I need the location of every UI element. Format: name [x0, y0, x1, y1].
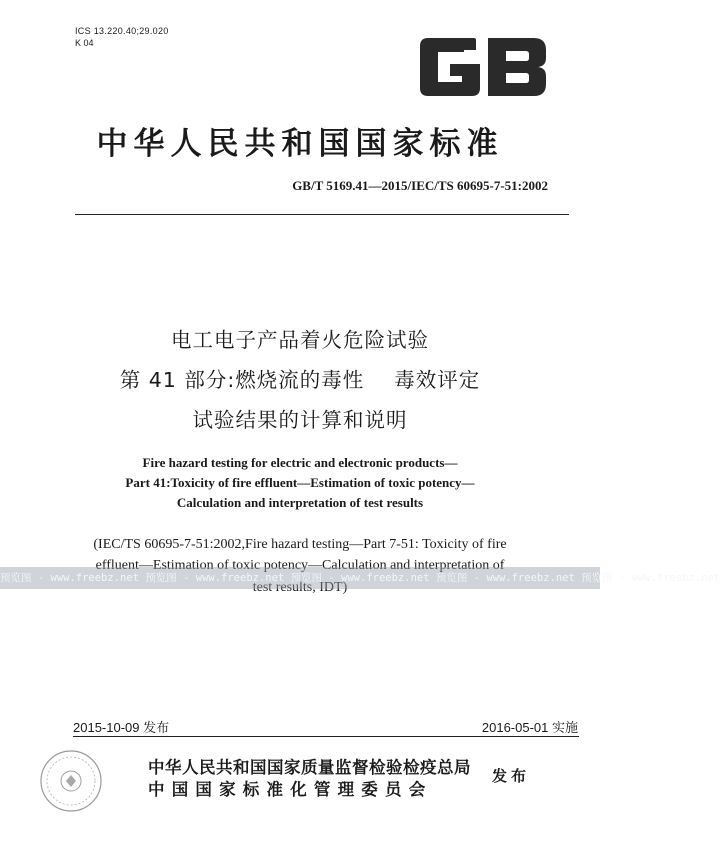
national-standard-title: 中华人民共和国国家标准: [96, 126, 504, 162]
chinese-title-line-2: 第 41 部分:燃烧流的毒性 毒效评定: [119, 368, 481, 392]
english-title-line-1: Fire hazard testing for electric and electronic products—: [142, 455, 458, 470]
classification-code: K 04: [75, 38, 94, 48]
chinese-title-line-3: 试验结果的计算和说明: [192, 408, 408, 432]
iec-reference-line-3: test results, IDT): [252, 580, 348, 595]
preview-watermark-banner: 预览图 - www.freebz.net 预览图 - www.freebz.net 预览图 - www.freebz.net 预览图 - www.freebz.net 预览图 - www.freebz.net: [0, 567, 600, 589]
issuer-line-2: 中国国家标准化管理委员会: [148, 780, 433, 799]
publish-label: 发布: [492, 767, 531, 785]
iec-reference-line-1: (IEC/TS 60695-7-51:2002,Fire hazard testing—Part 7-51: Toxicity of fire: [93, 537, 507, 552]
ics-code: ICS 13.220.40;29.020: [75, 26, 169, 36]
chinese-title-line-1: 电工电子产品着火危险试验: [171, 328, 429, 352]
gb-logo-icon: [418, 36, 548, 98]
implementation-date: 2016-05-01 实施: [481, 720, 578, 735]
official-seal-icon: [38, 748, 104, 814]
standard-number: GB/T 5169.41—2015/IEC/TS 60695-7-51:2002: [292, 178, 548, 193]
header-divider: [75, 214, 569, 215]
issuer-line-1: 中华人民共和国国家质量监督检验检疫总局: [148, 758, 471, 777]
issue-date: 2015-10-09 发布: [73, 720, 170, 735]
english-title-line-2: Part 41:Toxicity of fire effluent—Estimation of toxic potency—: [125, 475, 475, 490]
iec-reference-line-2: effluent—Estimation of toxic potency—Calculation and interpretation of: [95, 558, 505, 573]
english-title-line-3: Calculation and interpretation of test results: [176, 495, 424, 510]
footer-divider: [73, 736, 579, 737]
